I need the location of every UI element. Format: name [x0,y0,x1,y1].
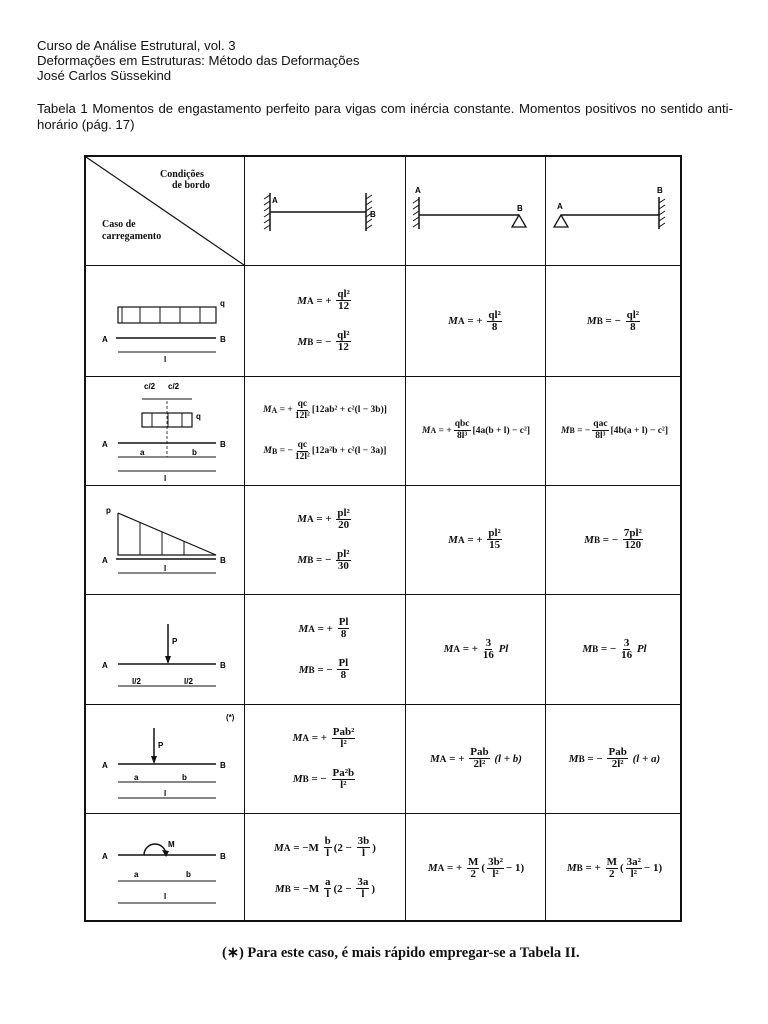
row5-pinned-fixed-formula [547,705,682,812]
svg-text:B: B [220,661,226,670]
label-b: B [370,210,376,219]
svg-text:A: A [102,852,108,861]
formula-mb: M B = −M $\frac{a}{l}$ (2 − $\frac{3a}{l}$ ) [274,876,376,900]
formula-mb: M B = − $\frac{Pl}{8}$ [298,657,349,681]
svg-text:q: q [220,299,225,308]
partial-load-diagram [88,379,242,483]
formula-mb: M B = − $\frac{\text{pl²}}{30}$ [297,547,350,572]
formula-ma: M A = + $\frac{\text{Pab}}{\text{2l²}}$ (l + b) [430,746,522,770]
svg-text:B: B [220,440,226,449]
svg-text:M: M [168,840,175,849]
boundary-conditions-label: Condições de bordo [160,169,211,191]
svg-text:B: B [220,761,226,770]
column-divider [405,157,406,920]
svg-text:l/2: l/2 [184,677,193,686]
central-point-load-diagram [88,598,242,702]
svg-text:c/2: c/2 [144,382,156,391]
formula-ma: M A = + $\frac{\text{pl²}}{15}$ [448,527,501,551]
label-a: A [272,196,278,205]
chapter-title: Deformações em Estruturas: Método das Deformações [37,53,360,68]
formula-ma: M A = + $\frac{qc}{\text{12l²}}$ [12ab² + c²(l − 3b)] [263,398,387,421]
formula-ma: M A = + $\frac{M}{2}$ ( $\frac{\text{3b²}}{\text{l²}}$ − 1) [427,855,525,880]
formula-mb: M B = − $\frac{qc}{\text{12l²}}$ [12a²b + c²(l − 3a)] [263,439,387,462]
corner-header [86,157,246,267]
fixed-end-moments-table [84,155,682,922]
pinned-fixed-beam-icon [547,177,682,247]
formula-ma: M A = + $\frac{\text{ql²}}{8}$ [448,308,501,333]
formula-mb: M B = − $\frac{\text{Pab}}{\text{2l²}}$ (l + a) [568,746,661,770]
svg-text:l: l [164,892,167,901]
svg-text:A: A [102,661,108,670]
svg-text:p: p [106,506,111,515]
document-header [37,38,360,83]
triangular-load-diagram [88,489,242,589]
formula-ma: M A = + $\frac{3}{16}$ Pl [443,636,509,661]
formula-mb: M B = − $\frac{\text{ql²}}{8}$ [586,308,640,333]
svg-text:B: B [220,335,226,344]
svg-text:B: B [220,556,226,565]
footnote: (∗) Para este caso, é mais rápido empregar-se a Tabela II. [222,945,580,961]
row1-fixed-pinned-formula [407,267,545,375]
row6-fixed-fixed-formulas [246,814,404,922]
course-title: Curso de Análise Estrutural, vol. 3 [37,38,236,53]
formula-ma: M A = + $\frac{Pl}{8}$ [298,616,349,640]
svg-text:l: l [164,564,167,573]
formula-mb: M B = − $\frac{\text{ql²}}{12}$ [297,329,350,353]
svg-text:l: l [164,474,167,483]
row5-fixed-pinned-formula [407,705,545,812]
svg-text:A: A [102,335,108,344]
row2-fixed-fixed-formulas [246,377,404,484]
svg-text:A: A [102,440,108,449]
author: José Carlos Süssekind [37,68,172,83]
row5-fixed-fixed-formulas [246,705,404,812]
row3-fixed-fixed-formulas [246,486,404,593]
svg-text:a: a [140,448,145,457]
formula-mb: M B = − $\frac{\text{qac}}{\text{8l³}}$ [4b(a + l) − c²] [560,419,669,441]
formula-ma: M A = + $\frac{\text{qbc}}{\text{8l³}}$ [4a(b + l) − c²] [421,419,530,441]
row4-fixed-fixed-formulas [246,595,404,703]
row2-fixed-pinned-formula [407,377,545,484]
uniform-load-diagram [88,272,242,372]
svg-text:l: l [164,789,167,798]
formula-mb: M B = + $\frac{M}{2}$ ( $\frac{\text{3a²}}{\text{l²}}$ − 1) [566,855,663,880]
svg-text:B: B [220,852,226,861]
column-divider [244,157,245,920]
column-divider [545,157,546,920]
table-caption: Tabela 1 Momentos de engastamento perfeito para vigas com inércia constante. Momentos positivos no sentido anti-horário (pág. 17) [37,101,733,132]
formula-mb: M B = − $\frac{\text{Pa²b}}{\text{l²}}$ [292,766,355,791]
formula-ma: M A = −M $\frac{b}{l}$ (2 − $\frac{3b}{l}$ ) [274,835,376,859]
eccentric-point-load-diagram [88,708,242,812]
svg-text:l: l [164,355,167,364]
row2-pinned-fixed-formula [547,377,682,484]
formula-mb: M B = − $\frac{\text{7pl²}}{120}$ [584,527,642,551]
svg-text:P: P [158,741,164,750]
svg-text:a: a [134,870,139,879]
formula-mb: M B = − $\frac{3}{16}$ Pl [582,636,647,661]
label-b: B [517,204,523,213]
svg-text:b: b [182,773,187,782]
svg-text:A: A [102,761,108,770]
row6-fixed-pinned-formula [407,814,545,922]
label-b: B [657,186,663,195]
svg-text:c/2: c/2 [168,382,180,391]
svg-text:q: q [196,412,201,421]
row4-pinned-fixed-formula [547,595,682,703]
label-a: A [415,186,421,195]
svg-text:b: b [186,870,191,879]
svg-text:l/2: l/2 [132,677,141,686]
row3-fixed-pinned-formula [407,486,545,593]
fixed-pinned-beam-icon [407,177,545,247]
label-a: A [557,202,563,211]
formula-ma: M A = + $\frac{\text{pl²}}{20}$ [297,506,350,531]
row1-fixed-fixed-formulas [246,267,404,375]
note-mark: (*) [226,713,235,722]
formula-ma: M A = + $\frac{\text{ql²}}{12}$ [297,288,350,312]
formula-ma: M A = + $\frac{\text{Pab²}}{\text{l²}}$ [292,725,355,750]
row1-pinned-fixed-formula [547,267,682,375]
row4-fixed-pinned-formula [407,595,545,703]
svg-text:b: b [192,448,197,457]
fixed-fixed-beam-icon [246,177,404,247]
svg-text:P: P [172,637,178,646]
row6-pinned-fixed-formula [547,814,682,922]
row3-pinned-fixed-formula [547,486,682,593]
svg-text:a: a [134,773,139,782]
concentrated-moment-diagram [88,817,242,921]
svg-text:A: A [102,556,108,565]
loading-case-label: Caso de carregamento [102,219,162,242]
